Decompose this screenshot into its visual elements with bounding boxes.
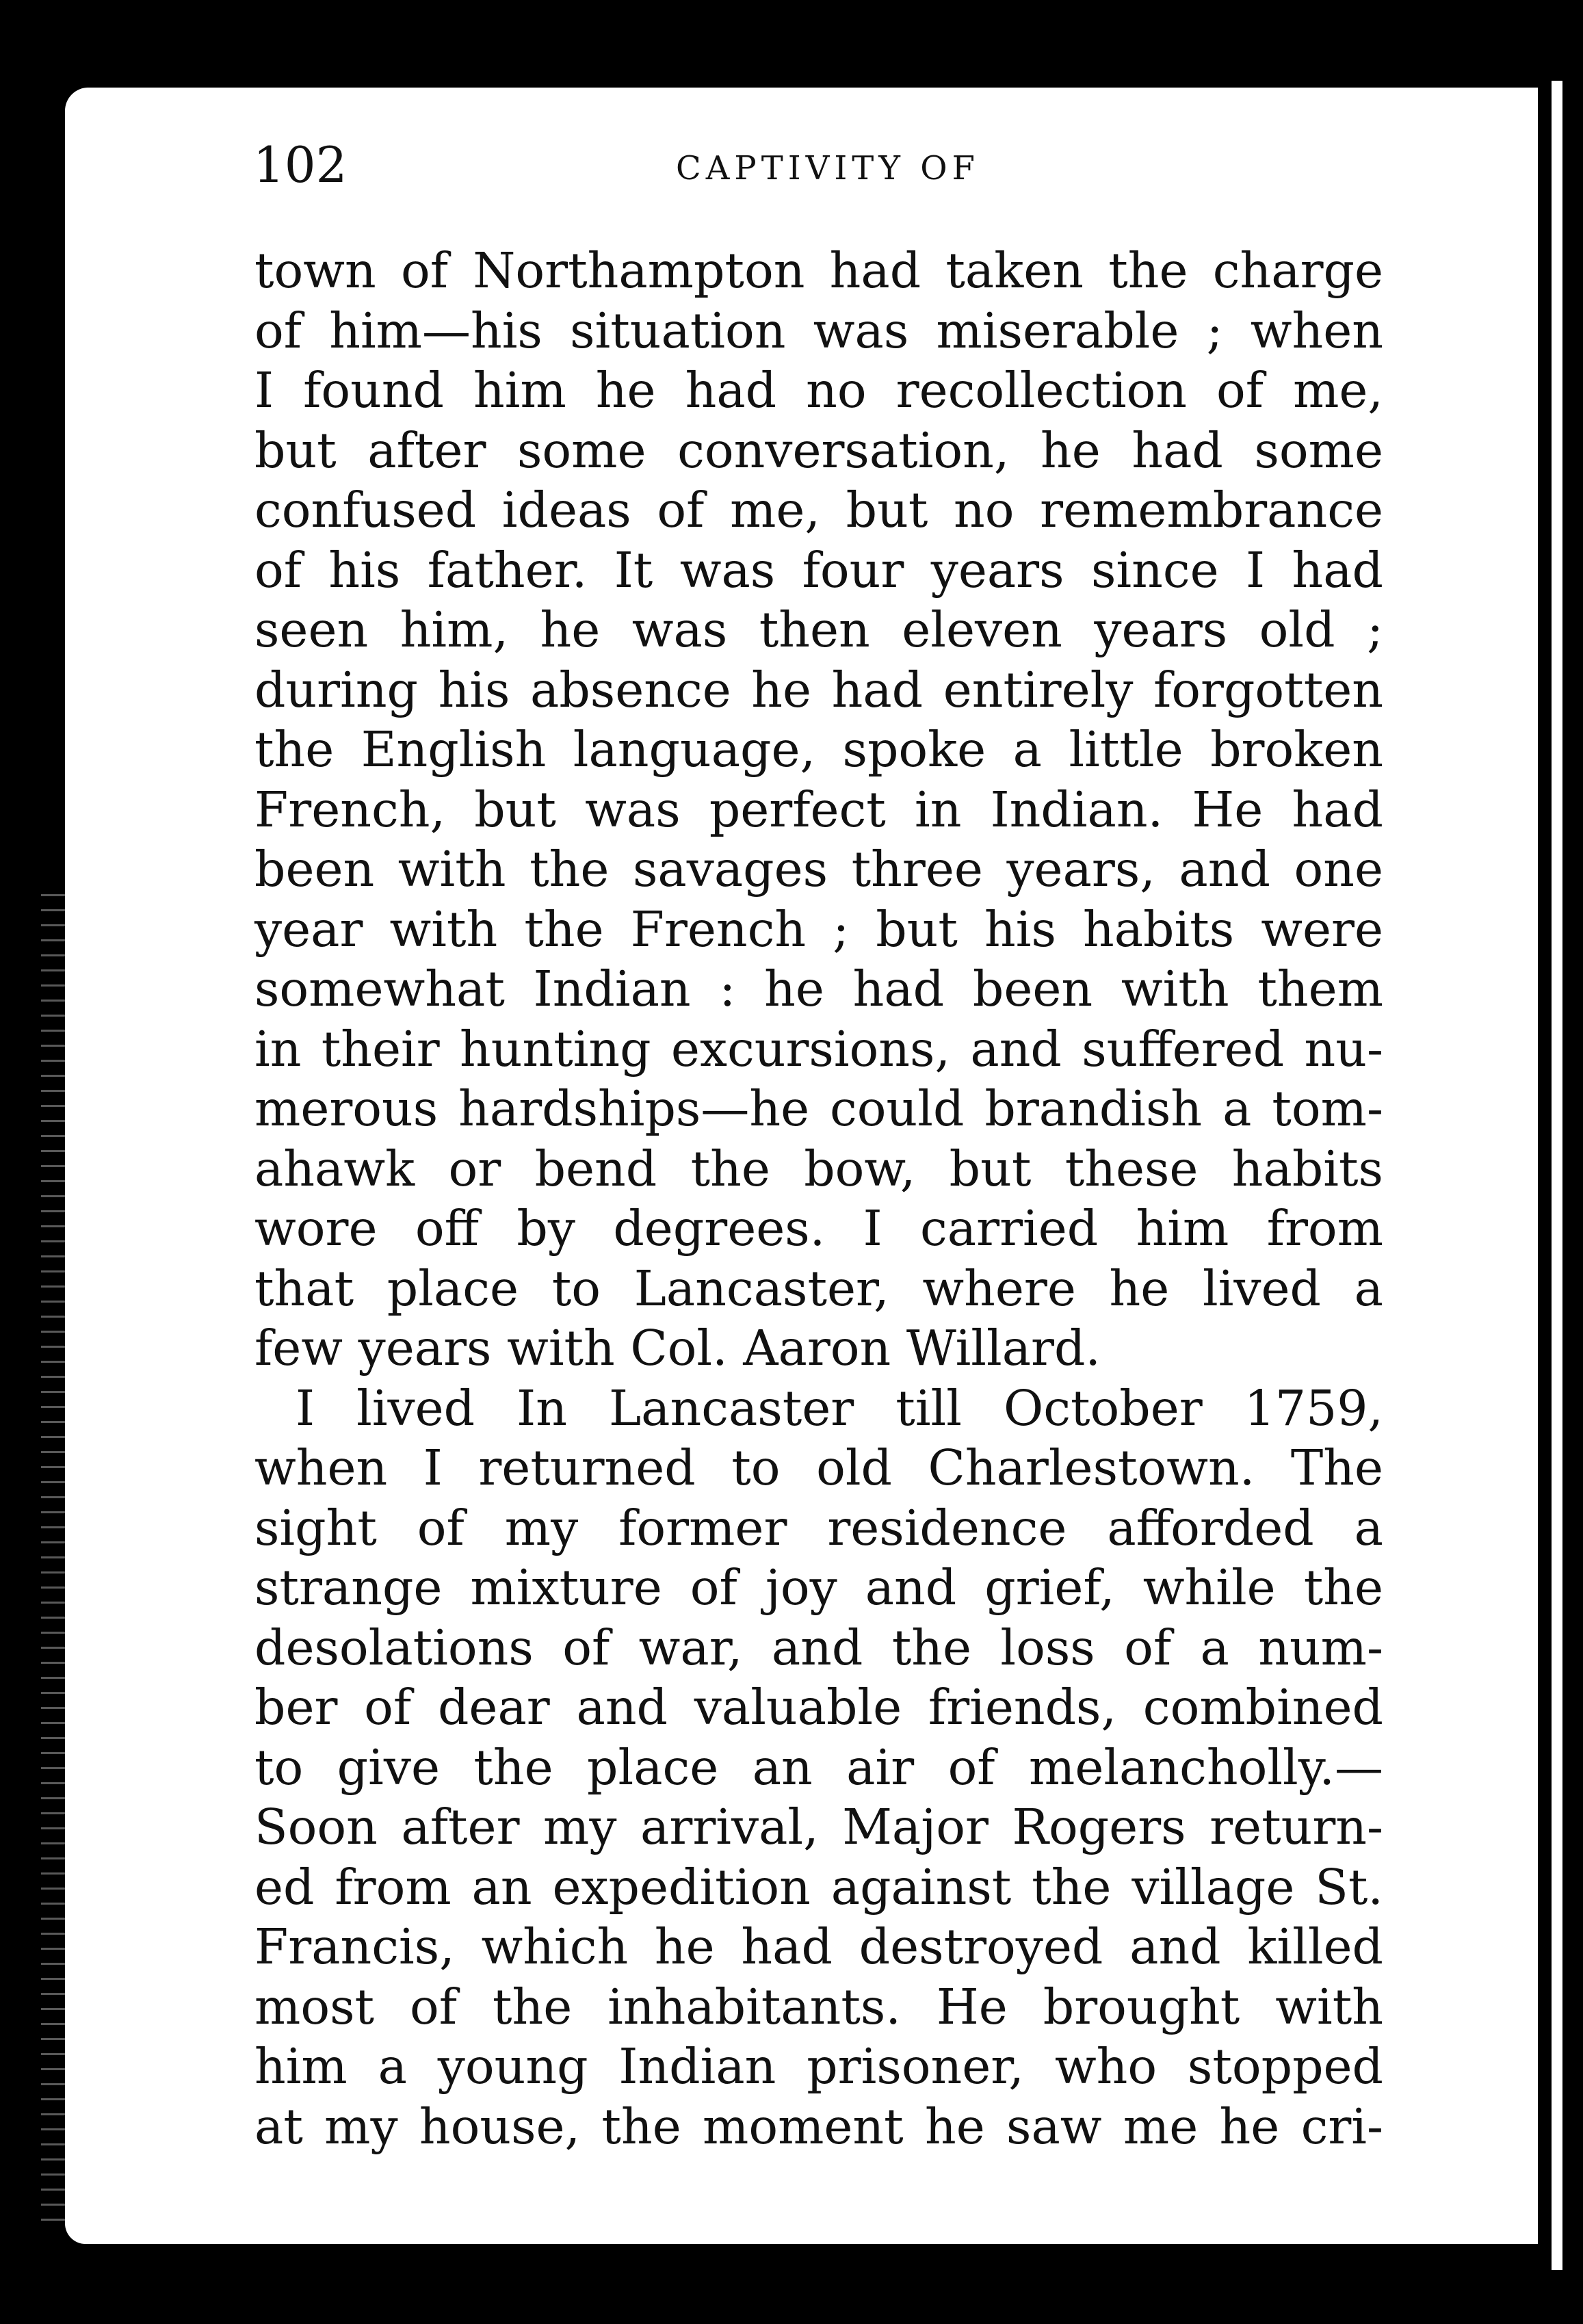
- text-line: merous hardships—he could brandish a tom-: [254, 1080, 1383, 1137]
- running-head: CAPTIVITY OF: [676, 149, 980, 187]
- text-line: at my house, the moment he saw me he cri-: [254, 2098, 1383, 2155]
- text-line: that place to Lancaster, where he lived a: [254, 1259, 1383, 1317]
- text-line: desolations of war, and the loss of a num-: [254, 1619, 1383, 1676]
- adjacent-page-strip: [1552, 81, 1562, 2270]
- text-line: few years with Col. Aaron Willard.: [254, 1320, 1101, 1376]
- text-line: year with the French ; but his habits were: [254, 900, 1383, 958]
- text-line: confused ideas of me, but no remembrance: [254, 482, 1383, 538]
- text-line: been with the savages three years, and one: [254, 841, 1383, 898]
- text-line: in their hunting excursions, and suffered nu-: [254, 1020, 1383, 1078]
- page-header: [253, 129, 1416, 204]
- page-number: 102: [253, 136, 348, 194]
- text-line: him a young Indian prisoner, who stopped: [254, 2038, 1383, 2095]
- text-line: during his absence he had entirely forgotten: [254, 661, 1383, 718]
- text-line: ahawk or bend the bow, but these habits: [254, 1140, 1383, 1197]
- text-line: strange mixture of joy and grief, while the: [254, 1559, 1383, 1616]
- text-line: of his father. It was four years since I had: [254, 541, 1383, 599]
- text-line: somewhat Indian : he had been with them: [254, 961, 1383, 1017]
- text-line: French, but was perfect in Indian. He had: [254, 781, 1383, 838]
- body-text: [254, 241, 1383, 2156]
- text-line: of him—his situation was miserable ; when: [254, 302, 1383, 359]
- text-line: sight of my former residence afforded a: [254, 1499, 1383, 1556]
- text-line: town of Northampton had taken the charge: [254, 242, 1383, 299]
- text-line: but after some conversation, he had some: [254, 421, 1383, 479]
- page-edge-shadow: [1538, 82, 1549, 2264]
- text-line: when I returned to old Charlestown. The: [254, 1439, 1383, 1496]
- text-line: ber of dear and valuable friends, combined: [254, 1679, 1383, 1736]
- text-line: Francis, which he had destroyed and killed: [254, 1918, 1383, 1975]
- text-line: ed from an expedition against the village St.: [254, 1858, 1383, 1916]
- text-line: the English language, spoke a little broken: [254, 721, 1383, 778]
- text-line: wore off by degrees. I carried him from: [254, 1200, 1383, 1257]
- text-line: seen him, he was then eleven years old ;: [254, 601, 1383, 658]
- text-line: I found him he had no recollection of me,: [254, 362, 1383, 419]
- text-line: to give the place an air of melancholly.—: [254, 1738, 1383, 1796]
- text-line: Soon after my arrival, Major Rogers return-: [254, 1799, 1383, 1855]
- text-line: most of the inhabitants. He brought with: [254, 1978, 1383, 2035]
- text-line: I lived In Lancaster till October 1759,: [296, 1379, 1383, 1437]
